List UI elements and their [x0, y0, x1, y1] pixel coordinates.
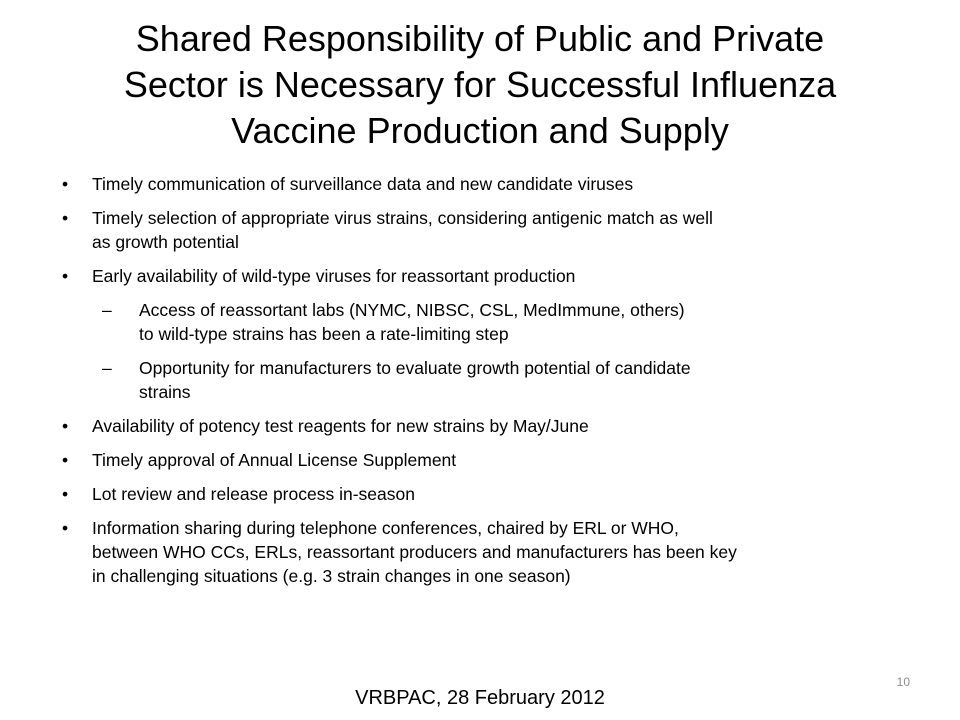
bullet-text: in challenging situations (e.g. 3 strain changes in one season) [92, 566, 571, 586]
slide-footer: VRBPAC, 28 February 2012 [355, 687, 605, 709]
bullet-text: Early availability of wild-type viruses for reassortant production [92, 266, 576, 286]
bullet-item [62, 516, 898, 588]
title-line: Shared Responsibility of Public and Private [135, 18, 825, 59]
dash-icon: – [102, 358, 112, 378]
bullet-icon: • [62, 174, 69, 194]
bullet-text: Timely selection of appropriate virus strains, considering antigenic match as well [92, 208, 713, 228]
bullet-text: Timely communication of surveillance data and new candidate viruses [92, 174, 634, 194]
slide-number: 10 [896, 675, 910, 689]
bullet-text: between WHO CCs, ERLs, reassortant producers and manufacturers has been key [92, 542, 737, 562]
bullet-item [62, 172, 898, 196]
bullet-item [62, 264, 898, 288]
bullet-text: Information sharing during telephone conferences, chaired by ERL or WHO, [92, 518, 679, 538]
slide-title [60, 16, 900, 154]
sub-bullet-text: to wild-type strains has been a rate-limiting step [139, 324, 509, 344]
bullet-text: Lot review and release process in-season [92, 484, 415, 504]
sub-bullet-item [62, 298, 898, 346]
bullet-icon: • [62, 208, 69, 228]
bullet-icon: • [62, 416, 69, 436]
bullet-list [62, 172, 898, 598]
bullet-icon: • [62, 518, 69, 538]
bullet-icon: • [62, 450, 69, 470]
title-line: Sector is Necessary for Successful Influenza [123, 64, 837, 105]
bullet-icon: • [62, 266, 69, 286]
bullet-item [62, 206, 898, 254]
sub-bullet-item [62, 356, 898, 404]
sub-bullet-text: Opportunity for manufacturers to evaluate growth potential of candidate [139, 358, 691, 378]
bullet-text: Timely approval of Annual License Supplement [92, 450, 457, 470]
bullet-text: Availability of potency test reagents for new strains by May/June [92, 416, 589, 436]
bullet-item [62, 448, 898, 472]
title-line: Vaccine Production and Supply [231, 110, 729, 151]
bullet-item [62, 414, 898, 438]
dash-icon: – [102, 300, 112, 320]
sub-bullet-text: strains [139, 382, 191, 402]
bullet-text: as growth potential [92, 232, 239, 252]
bullet-icon: • [62, 484, 69, 504]
sub-bullet-text: Access of reassortant labs (NYMC, NIBSC, CSL, MedImmune, others) [139, 300, 685, 320]
bullet-item [62, 482, 898, 506]
